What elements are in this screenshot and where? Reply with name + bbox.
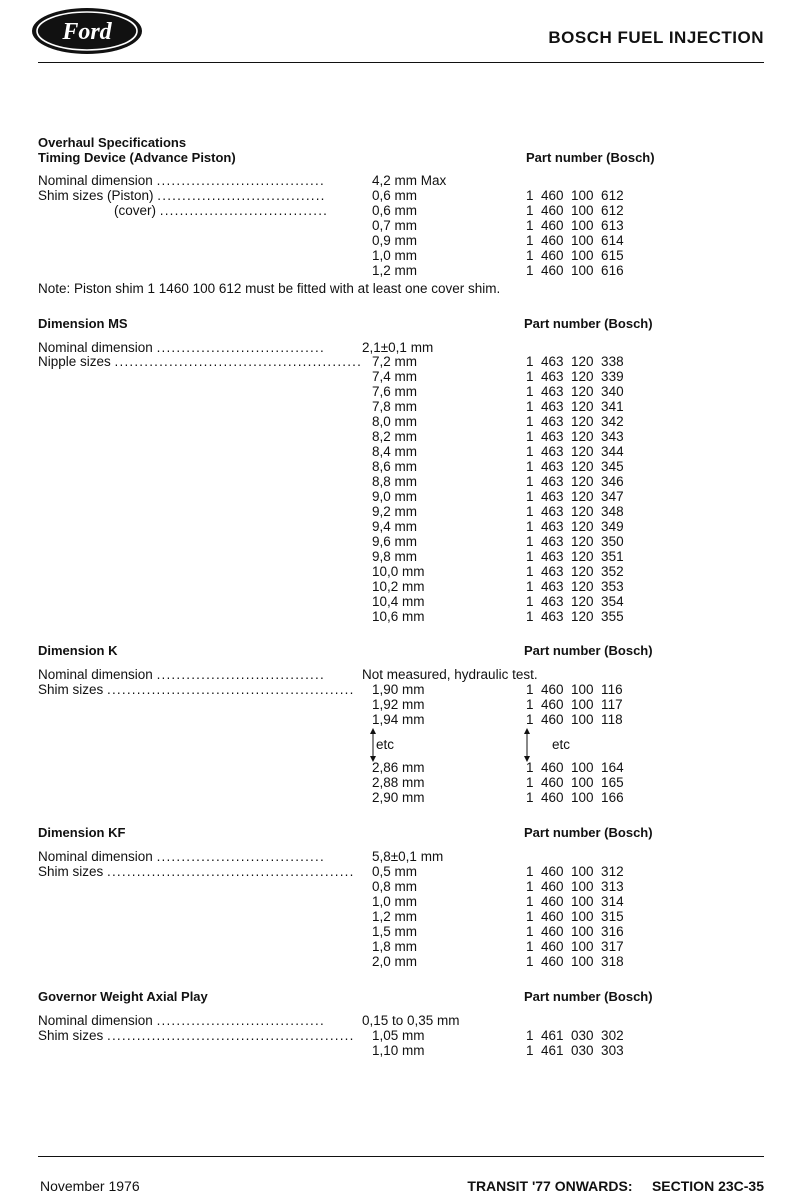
nominal-dimension-value: 0,15 to 0,35 mm xyxy=(362,1013,460,1028)
part-number-value: 1 460 100 616 xyxy=(526,263,624,278)
shim-size-value: 9,6 mm xyxy=(372,534,418,549)
part-number-value: 1 463 120 352 xyxy=(526,564,624,579)
part-number-value: 1 460 100 316 xyxy=(526,924,624,939)
shim-size-value: 10,4 mm xyxy=(372,594,425,609)
part-number-value: 1 460 100 612 xyxy=(526,188,624,203)
nominal-dimension-label: Nominal dimension .................................. xyxy=(38,340,325,355)
shim-size-value: 1,0 mm xyxy=(372,248,418,263)
shim-size-value: 1,92 mm xyxy=(372,697,425,712)
part-number-value: 1 463 120 350 xyxy=(526,534,624,549)
shim-size-value: 1,2 mm xyxy=(372,909,418,924)
part-number-value: 1 460 100 317 xyxy=(526,939,624,954)
part-number-heading: Part number (Bosch) xyxy=(524,316,653,331)
shim-sizes-piston-label: Shim sizes (Piston) .................................. xyxy=(38,188,326,203)
range-arrow-icon xyxy=(522,727,532,763)
part-number-value: 1 460 100 116 xyxy=(526,682,623,697)
part-number-value: 1 461 030 303 xyxy=(526,1043,624,1058)
nominal-dimension-label: Nominal dimension .................................. xyxy=(38,1013,325,1028)
timing-device-heading: Timing Device (Advance Piston) xyxy=(38,150,236,165)
shim-size-value: 10,2 mm xyxy=(372,579,425,594)
part-number-value: 1 460 100 166 xyxy=(526,790,624,805)
header-rule xyxy=(38,62,764,63)
shim-size-value: 7,4 mm xyxy=(372,369,418,384)
nominal-dimension-value: 4,2 mm Max xyxy=(372,173,447,188)
shim-size-value: 0,6 mm xyxy=(372,203,418,218)
shim-size-value: 9,4 mm xyxy=(372,519,418,534)
shim-size-value: 10,0 mm xyxy=(372,564,425,579)
shim-size-value: 8,4 mm xyxy=(372,444,418,459)
shim-size-value: 2,88 mm xyxy=(372,775,425,790)
dimension-k-heading: Dimension K xyxy=(38,643,118,658)
part-number-value: 1 460 100 312 xyxy=(526,864,624,879)
shim-size-value: 8,8 mm xyxy=(372,474,418,489)
part-number-value: 1 460 100 318 xyxy=(526,954,624,969)
footer-section: TRANSIT '77 ONWARDS: SECTION 23C-35 xyxy=(467,1178,764,1194)
part-number-value: 1 460 100 164 xyxy=(526,760,624,775)
shim-size-value: 9,2 mm xyxy=(372,504,418,519)
shim-size-value: 1,5 mm xyxy=(372,924,418,939)
shim-sizes-cover-label: (cover) .................................. xyxy=(114,203,329,218)
shim-size-value: 7,6 mm xyxy=(372,384,418,399)
shim-size-value: 1,05 mm xyxy=(372,1028,425,1043)
shim-size-value: 10,6 mm xyxy=(372,609,425,624)
part-number-value: 1 463 120 347 xyxy=(526,489,624,504)
part-number-value: 1 461 030 302 xyxy=(526,1028,624,1043)
shim-size-value: 0,6 mm xyxy=(372,188,418,203)
part-number-heading: Part number (Bosch) xyxy=(526,150,655,165)
part-number-value: 1 460 100 615 xyxy=(526,248,624,263)
shim-size-value: 8,6 mm xyxy=(372,459,418,474)
part-number-value: 1 463 120 349 xyxy=(526,519,624,534)
part-number-heading: Part number (Bosch) xyxy=(524,643,653,658)
governor-weight-axial-play-heading: Governor Weight Axial Play xyxy=(38,989,208,1004)
shim-sizes-label: Shim sizes .................................................. xyxy=(38,682,355,697)
shim-size-value: 1,94 mm xyxy=(372,712,425,727)
part-number-value: 1 460 100 613 xyxy=(526,218,624,233)
nipple-sizes-label: Nipple sizes .................................................. xyxy=(38,354,363,369)
part-number-value: 1 463 120 341 xyxy=(526,399,624,414)
part-number-value: 1 463 120 355 xyxy=(526,609,624,624)
part-number-value: 1 463 120 351 xyxy=(526,549,624,564)
part-number-value: 1 460 100 165 xyxy=(526,775,624,790)
part-number-value: 1 460 100 315 xyxy=(526,909,624,924)
part-number-value: 1 463 120 343 xyxy=(526,429,624,444)
shim-size-value: 2,90 mm xyxy=(372,790,425,805)
shim-size-value: 0,7 mm xyxy=(372,218,418,233)
part-number-heading: Part number (Bosch) xyxy=(524,989,653,1004)
part-number-value: 1 460 100 313 xyxy=(526,879,624,894)
part-number-value: 1 460 100 314 xyxy=(526,894,624,909)
shim-size-value: 9,0 mm xyxy=(372,489,418,504)
overhaul-specifications-heading: Overhaul Specifications xyxy=(38,135,187,150)
etc-text: etc xyxy=(552,737,571,752)
shim-size-value: 0,8 mm xyxy=(372,879,418,894)
shim-size-value: 1,0 mm xyxy=(372,894,418,909)
part-number-heading: Part number (Bosch) xyxy=(524,825,653,840)
shim-size-value: 8,2 mm xyxy=(372,429,418,444)
piston-shim-note: Note: Piston shim 1 1460 100 612 must be fitted with at least one cover shim. xyxy=(38,281,501,296)
part-number-value: 1 460 100 614 xyxy=(526,233,624,248)
shim-size-value: 1,90 mm xyxy=(372,682,425,697)
nominal-dimension-value: Not measured, hydraulic test. xyxy=(362,667,538,682)
svg-text:Ford: Ford xyxy=(62,19,112,45)
shim-size-value: 1,8 mm xyxy=(372,939,418,954)
part-number-value: 1 463 120 339 xyxy=(526,369,624,384)
part-number-value: 1 463 120 342 xyxy=(526,414,624,429)
shim-size-value: 0,9 mm xyxy=(372,233,418,248)
dimension-kf-heading: Dimension KF xyxy=(38,825,126,840)
etc-text: etc xyxy=(376,737,395,752)
nominal-dimension-label: Nominal dimension .................................. xyxy=(38,173,325,188)
shim-size-value: 2,0 mm xyxy=(372,954,418,969)
page-header-title: BOSCH FUEL INJECTION xyxy=(548,28,764,47)
part-number-value: 1 463 120 353 xyxy=(526,579,624,594)
part-number-value: 1 463 120 346 xyxy=(526,474,624,489)
shim-sizes-label: Shim sizes .................................................. xyxy=(38,864,355,879)
part-number-value: 1 463 120 344 xyxy=(526,444,624,459)
part-number-value: 1 460 100 118 xyxy=(526,712,623,727)
shim-size-value: 9,8 mm xyxy=(372,549,418,564)
shim-size-value: 8,0 mm xyxy=(372,414,418,429)
footer-rule xyxy=(38,1156,764,1157)
nominal-dimension-label: Nominal dimension .................................. xyxy=(38,667,325,682)
part-number-value: 1 463 120 354 xyxy=(526,594,624,609)
shim-size-value: 1,2 mm xyxy=(372,263,418,278)
dimension-ms-heading: Dimension MS xyxy=(38,316,128,331)
part-number-value: 1 460 100 117 xyxy=(526,697,623,712)
part-number-value: 1 460 100 612 xyxy=(526,203,624,218)
nominal-dimension-value: 5,8±0,1 mm xyxy=(372,849,444,864)
shim-size-value: 1,10 mm xyxy=(372,1043,425,1058)
nominal-dimension-value: 2,1±0,1 mm xyxy=(362,340,434,355)
part-number-value: 1 463 120 345 xyxy=(526,459,624,474)
shim-size-value: 7,2 mm xyxy=(372,354,418,369)
nominal-dimension-label: Nominal dimension .................................. xyxy=(38,849,325,864)
part-number-value: 1 463 120 338 xyxy=(526,354,624,369)
ford-logo xyxy=(30,6,144,56)
footer-date: November 1976 xyxy=(40,1178,140,1194)
shim-size-value: 2,86 mm xyxy=(372,760,425,775)
part-number-value: 1 463 120 348 xyxy=(526,504,624,519)
shim-sizes-label: Shim sizes .................................................. xyxy=(38,1028,355,1043)
part-number-value: 1 463 120 340 xyxy=(526,384,624,399)
shim-size-value: 7,8 mm xyxy=(372,399,418,414)
shim-size-value: 0,5 mm xyxy=(372,864,418,879)
